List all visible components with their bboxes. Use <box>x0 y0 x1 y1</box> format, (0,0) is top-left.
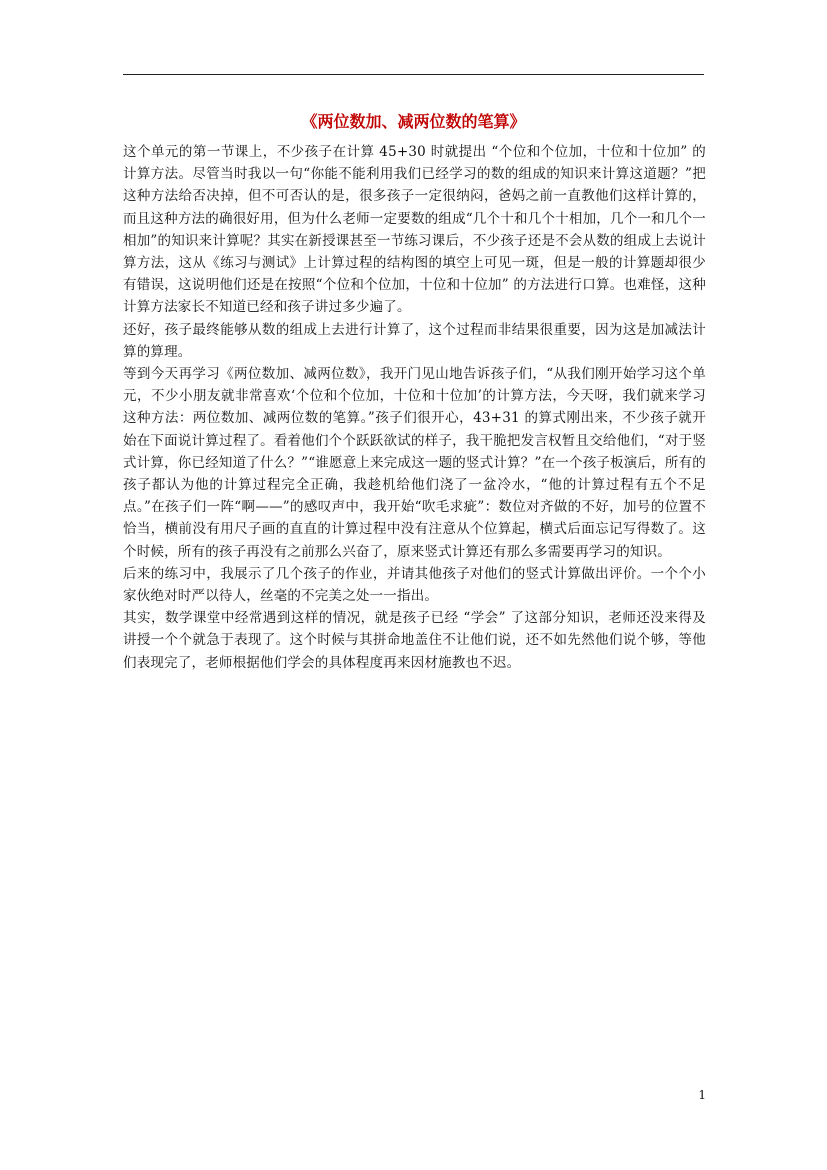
paragraph-5: 其实，数学课堂中经常遇到这样的情况，就是孩子已经 “学会” 了这部分知识，老师还没来得及讲授一个个就急于表现了。这个时候与其拼命地盖住不让他们说，还不如先然他们说个够，等他们表现完了，老师根据他们学会的具体程度再来因材施教也不迟。 <box>123 610 706 671</box>
document-body <box>123 141 706 674</box>
header-rule <box>123 74 704 75</box>
paragraph-1: 这个单元的第一节课上，不少孩子在计算 45+30 时就提出 “个位和个位加，十位和十位加” 的计算方法。尽管当时我以一句“你能不能利用我们已经学习的数的组成的知识来计算这道题？”把这种方法给否决掉，但不可否认的是，很多孩子一定很纳闷，爸妈之前一直教他们这样计算的，而且这种方法的确很好用，但为什么老师一定要数的组成“几个十和几个十相加，几个一和几个一相加”的知识来计算呢？其实在新授课甚至一节练习课后，不少孩子还是不会从数的组成上去说计算方法，这从《练习与测试》上计算过程的结构图的填空上可见一斑，但是一般的计算题却很少有错误，这说明他们还是在按照“个位和个位加，十位和十位加” 的方法进行口算。也难怪，这种计算方法家长不知道已经和孩子讲过多少遍了。 <box>123 144 706 316</box>
paragraph-4: 后来的练习中，我展示了几个孩子的作业，并请其他孩子对他们的竖式计算做出评价。一个个小家伙绝对时严以待人，丝毫的不完美之处一一指出。 <box>123 565 706 605</box>
paragraph-2: 还好，孩子最终能够从数的组成上去进行计算了，这个过程而非结果很重要，因为这是加减法计算的算理。 <box>123 321 706 360</box>
page-number: 1 <box>698 1088 706 1102</box>
document-title: 《两位数加、减两位数的笔算》 <box>301 112 526 131</box>
paragraph-3: 等到今天再学习《两位数加、减两位数》，我开门见山地告诉孩子们，“从我们刚开始学习这个单元，不少小朋友就非常喜欢‘个位和个位加，十位和十位加’的计算方法，今天呀，我们就来学习这种方法：两位数加、减两位数的笔算。”孩子们很开心，43+31 的算式刚出来，不少孩子就开始在下面说计算过程了。看着他们个个跃跃欲试的样子，我干脆把发言权暂且交给他们，“对于竖式计算，你已经知道了什么？”“谁愿意上来完成这一题的竖式计算？”在一个孩子板演后，所有的孩子都认为他的计算过程完全正确，我趁机给他们浇了一盆冷水，“他的计算过程有五个不足点。”在孩子们一阵“啊——”的感叹声中，我开始“吹毛求疵”：数位对齐做的不好，加号的位置不恰当，横前没有用尺子画的直直的计算过程中没有注意从个位算起，横式后面忘记写得数了。这个时候，所有的孩子再没有之前那么兴奋了，原来竖式计算还有那么多需要再学习的知识。 <box>123 366 707 560</box>
